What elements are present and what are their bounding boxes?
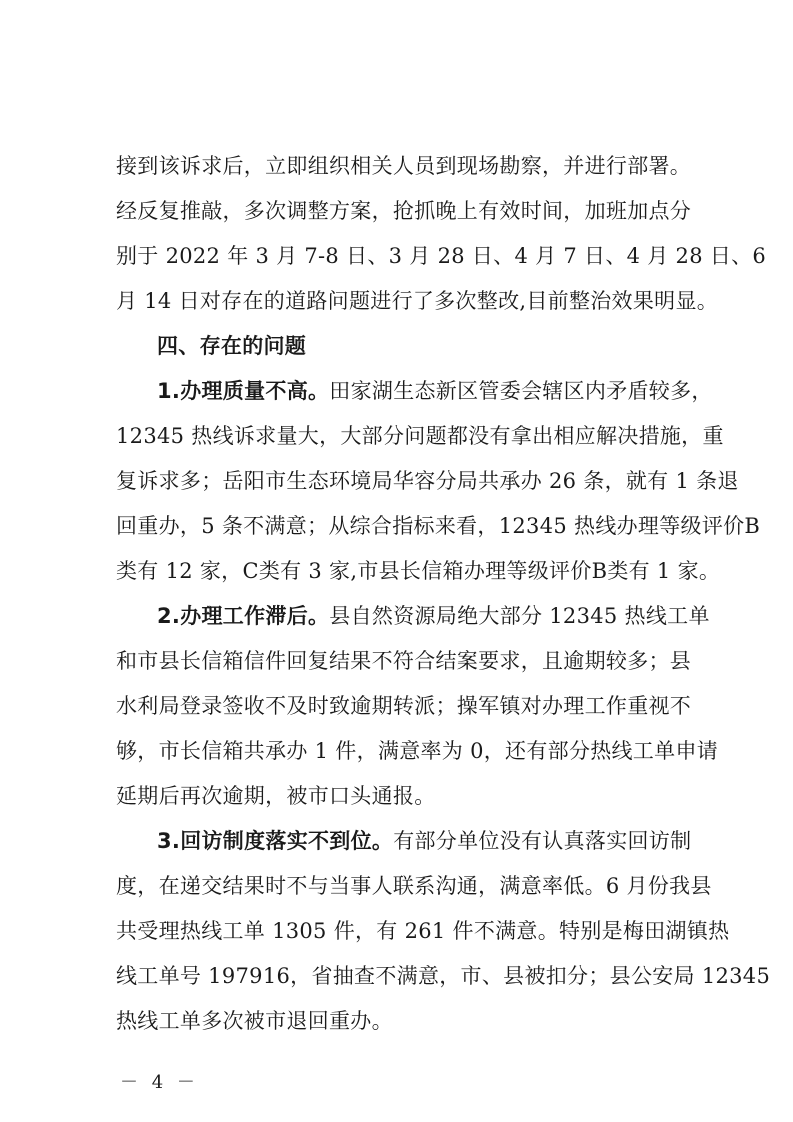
text-line: 类有 12 家，C类有 3 家,市县长信箱办理等级评价B类有 1 家。 (116, 559, 721, 583)
text-line: 共受理热线工单 1305 件，有 261 件不满意。特别是梅田湖镇热 (116, 919, 730, 943)
item3-first-line (157, 831, 691, 852)
text-line: 月 14 日对存在的道路问题进行了多次整改,目前整治效果明显。 (116, 289, 719, 313)
item2-title: 2.办理工作滞后。 (157, 604, 330, 628)
text-line: 热线工单多次被市退回重办。 (116, 1009, 393, 1033)
text-line: 和市县长信箱信件回复结果不符合结案要求，且逾期较多；县 (116, 649, 692, 673)
page-number: － 4 － (120, 1072, 199, 1093)
section-heading: 四、存在的问题 (157, 334, 307, 358)
text-line: 复诉求多；岳阳市生态环境局华容分局共承办 26 条，就有 1 条退 (116, 469, 739, 493)
text-line: 回重办，5 条不满意；从综合指标来看，12345 热线办理等级评价B (116, 514, 761, 538)
item1-first-line-text: 田家湖生态新区管委会辖区内矛盾较多， (329, 379, 713, 403)
item1-title: 1.办理质量不高。 (157, 379, 330, 403)
text-line: 延期后再次逾期，被市口头通报。 (116, 784, 436, 808)
item2-first-line (157, 606, 710, 627)
text-line: 度，在递交结果时不与当事人联系沟通，满意率低。6 月份我县 (116, 874, 712, 898)
text-line: 别于 2022 年 3 月 7-8 日、3 月 28 日、4 月 7 日、4 月 28 日、6 (116, 244, 767, 268)
text-line: 经反复推敲，多次调整方案，抢抓晚上有效时间，加班加点分 (116, 199, 692, 223)
text-line: 12345 热线诉求量大，大部分问题都没有拿出相应解决措施，重 (116, 424, 724, 448)
text-line: 够，市长信箱共承办 1 件，满意率为 0，还有部分热线工单申请 (116, 739, 719, 763)
item1-first-line (157, 381, 713, 402)
item2-first-line-text: 县自然资源局绝大部分 12345 热线工单 (329, 604, 710, 628)
item3-first-line-text: 有部分单位没有认真落实回访制 (393, 829, 692, 853)
text-line: 接到该诉求后，立即组织相关人员到现场勘察，并进行部署。 (116, 154, 692, 178)
text-line: 水利局登录签收不及时致逾期转派；操军镇对办理工作重视不 (116, 694, 692, 718)
text-line: 线工单号 197916，省抽查不满意，市、县被扣分；县公安局 12345 (116, 964, 771, 988)
item3-title: 3.回访制度落实不到位。 (157, 829, 394, 853)
